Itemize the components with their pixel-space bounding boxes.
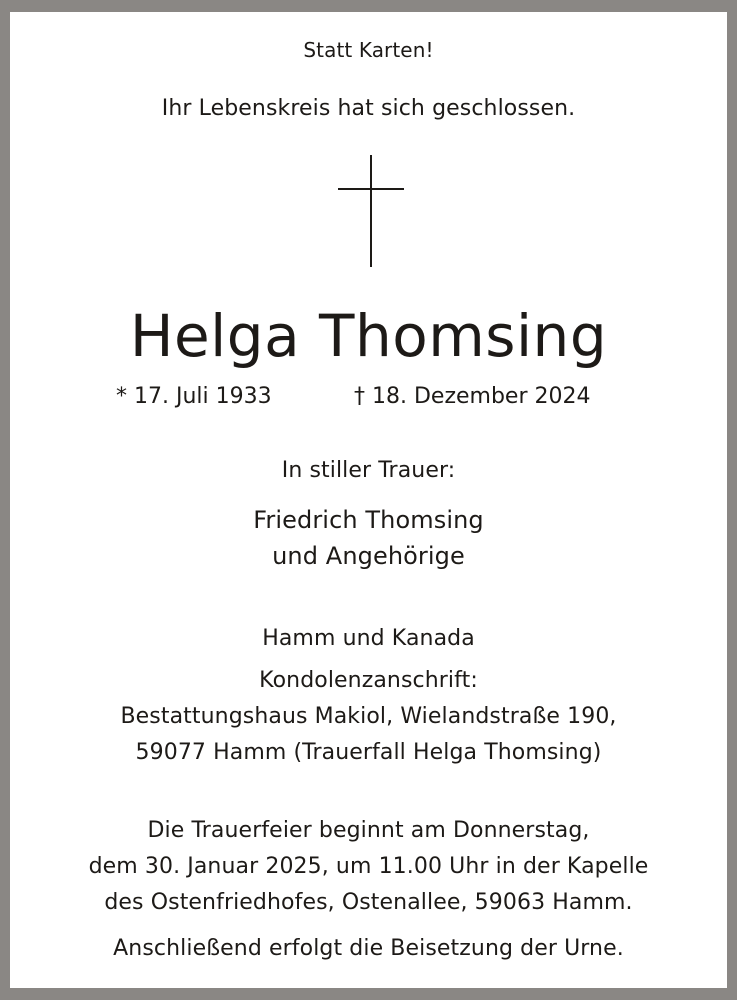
intro-text: Statt Karten!: [303, 38, 434, 62]
condolence-address-line: Bestattungshaus Makiol, Wielandstraße 190,: [120, 704, 617, 729]
ceremony-line: dem 30. Januar 2025, um 11.00 Uhr in der Kapelle: [88, 854, 649, 879]
condolence-label: Kondolenzanschrift:: [259, 668, 478, 693]
places-text: Hamm und Kanada: [262, 626, 475, 651]
mourner-line: und Angehörige: [272, 542, 465, 570]
birth-date: * 17. Juli 1933: [116, 384, 272, 409]
deceased-name: Helga Thomsing: [129, 302, 608, 370]
burial-text: Anschließend erfolgt die Beisetzung der Urne.: [113, 936, 624, 961]
mourning-label: In stiller Trauer:: [281, 458, 456, 483]
condolence-address-line: 59077 Hamm (Trauerfall Helga Thomsing): [135, 740, 602, 765]
mourner-line: Friedrich Thomsing: [253, 506, 484, 534]
ceremony-line: Die Trauerfeier beginnt am Donnerstag,: [147, 818, 590, 843]
motto-text: Ihr Lebenskreis hat sich geschlossen.: [161, 96, 576, 121]
death-date: † 18. Dezember 2024: [354, 384, 591, 409]
ceremony-line: des Ostenfriedhofes, Ostenallee, 59063 Hamm.: [104, 890, 633, 915]
cross-icon: [336, 155, 406, 267]
obituary-card: [10, 12, 727, 988]
